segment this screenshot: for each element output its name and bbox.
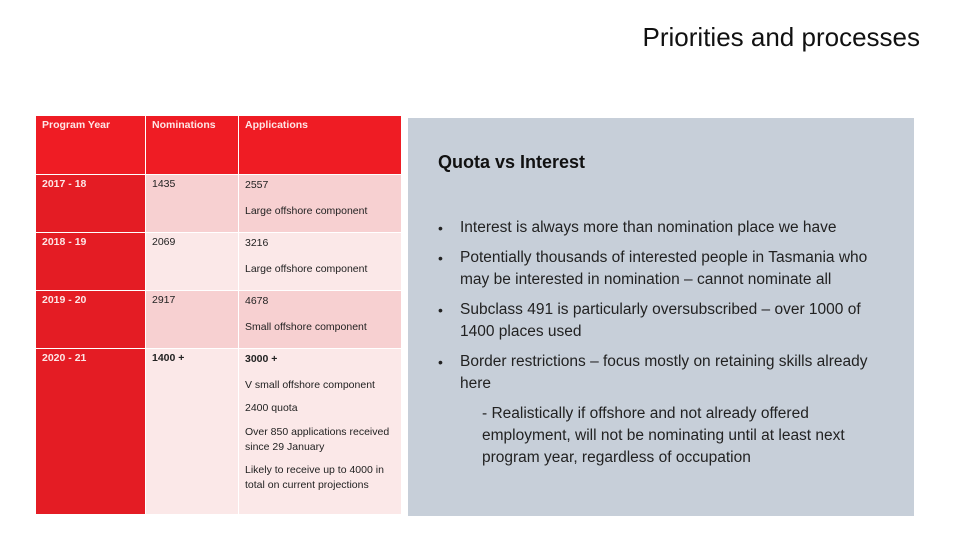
program-year-table (35, 115, 401, 515)
slide-title: Priorities and processes (642, 22, 920, 52)
quota-panel (408, 118, 914, 516)
panel-heading: Quota vs Interest (438, 152, 586, 172)
applications-note: V small offshore component (245, 378, 375, 391)
header-nominations: Nominations (146, 116, 239, 175)
list-item (438, 299, 886, 343)
table-row (36, 233, 402, 291)
applications-count: 2557 (245, 179, 269, 191)
year-cell: 2019 - 20 (36, 291, 146, 349)
applications-projection: Likely to receive up to 4000 in total on current projections (245, 464, 384, 492)
applications-note: Small offshore component (245, 320, 367, 333)
bullet-icon: • (438, 302, 443, 318)
header-applications: Applications (239, 116, 402, 175)
bullet-icon: • (438, 354, 443, 370)
table-row (36, 349, 402, 515)
nominations-cell: 2917 (146, 291, 239, 349)
bullet-list (438, 217, 886, 395)
year-cell: 2018 - 19 (36, 233, 146, 291)
applications-cell (239, 233, 402, 291)
bullet-text: Interest is always more than nomination place we have (460, 219, 837, 236)
applications-received: Over 850 applications received since 29 January (245, 426, 390, 453)
applications-cell (239, 175, 402, 233)
list-item (438, 351, 886, 395)
bullet-icon: • (438, 250, 443, 266)
applications-note: Large offshore component (245, 262, 368, 275)
sub-bullet-text: - Realistically if offshore and not already offered employment, will not be nominating until at least next program year, regardless of occupation (482, 405, 845, 466)
applications-quota: 2400 quota (245, 402, 298, 415)
nominations-cell: 2069 (146, 233, 239, 291)
nominations-cell: 1400 + (146, 349, 239, 515)
list-item (438, 217, 886, 239)
applications-count: 3000 + (245, 353, 278, 365)
bullet-text: Border restrictions – focus mostly on retaining skills already here (460, 353, 868, 392)
year-cell: 2020 - 21 (36, 349, 146, 515)
applications-cell (239, 349, 402, 515)
applications-cell (239, 291, 402, 349)
header-program-year: Program Year (36, 116, 146, 175)
applications-count: 4678 (245, 295, 269, 307)
nominations-cell: 1435 (146, 175, 239, 233)
bullet-text: Potentially thousands of interested people in Tasmania who may be interested in nomination – cannot nominate all (460, 249, 868, 288)
year-cell: 2017 - 18 (36, 175, 146, 233)
bullet-icon: • (438, 220, 443, 236)
data-table (35, 115, 402, 515)
applications-count: 3216 (245, 237, 269, 249)
bullet-text: Subclass 491 is particularly oversubscribed – over 1000 of 1400 places used (460, 301, 861, 340)
list-item (438, 247, 886, 291)
table-row (36, 175, 402, 233)
table-row (36, 291, 402, 349)
table-header-row (36, 116, 402, 175)
applications-note: Large offshore component (245, 204, 368, 217)
